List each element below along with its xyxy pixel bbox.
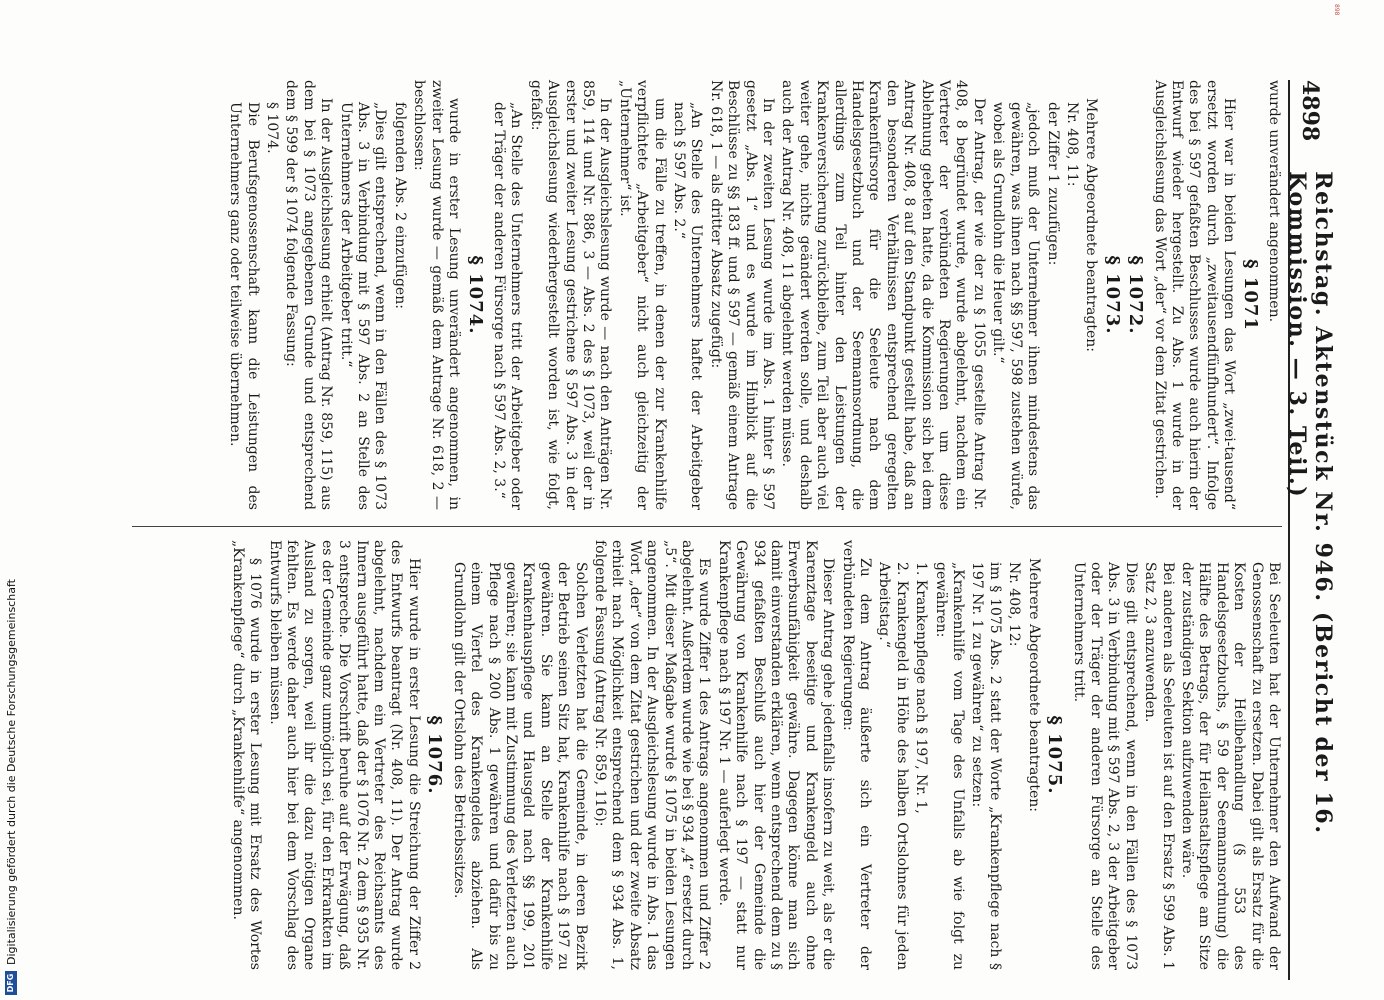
section-heading: § 1072. xyxy=(1125,255,1147,335)
rotated-page-content xyxy=(100,80,1336,980)
paragraph: 2. Krankengeld in Höhe des halben Ortslohnes für jeden Arbeitstag.“ xyxy=(876,562,910,970)
paragraph: Der Antrag, der wie der zu § 1055 gestellte Antrag Nr. 408, 8 begründet wurde, wurde abgelehnt, nachdem ein Vertreter der verbündeten Regierungen um diese Ablehnung gebeten hatte, da die Kommission sich bei dem Antrag Nr. 408, 8 auf den Standpunkt gestellt habe, daß an den besonderen Verhältnissen entsprechend geregelten Krankenfürsorge für die Seeleute nach dem Handelsgesetzbuch und der Seemannsordnung, die allerdings zum Teil hinter den Leistungen der Krankenversicherung zurückbleibe, zum Teil aber auch viel weiter gehe, nichts geändert werden solle, und deshalb auch der Antrag Nr. 408, 11 abgelehnt werden müsse. xyxy=(779,80,987,510)
paragraph: In der Ausgleichslesung erhielt (Antrag Nr. 859, 115) aus dem bei § 1073 angegebenen Grunde und entsprechend dem § 599 der § 1074 folgende Fassung: xyxy=(283,80,335,510)
paragraph: im § 1075 Abs. 2 statt der Worte „Krankenpflege nach § 197 Nr. 1 zu gewähren“ zu setzen: xyxy=(969,562,1003,970)
paragraph: wurde in erster Lesung unverändert angenommen, in zweiter Lesung wurde — gemäß dem Antrage Nr. 618, 2 — beschlossen: xyxy=(411,80,463,510)
section-heading: § 1075. xyxy=(1044,715,1066,795)
paragraph: Bei Seeleuten hat der Unternehmer den Aufwand der Genossenschaft zu ersetzen. Dabei gilt als Ersatz für die Kosten der Heilbehandlung (§ 553 des Handelsgesetzbuchs, § 59 der Seemannsordnung) die Hälfte des Betrags, der für Heilanstaltspflege am Sitze der zuständigen Sektion aufzuwenden wäre. xyxy=(1178,562,1282,970)
section-heading: § 1073. xyxy=(1101,255,1123,335)
paragraph: Bei anderen als Seeleuten ist auf den Ersatz § 599 Abs. 1 Satz 2, 3 anzuwenden. xyxy=(1142,562,1176,970)
paragraph: „An Stelle des Unternehmers tritt der Arbeitgeber oder der Träger der anderen Fürsorge nach § 597 Abs. 2, 3.“ xyxy=(490,102,525,510)
paragraph: 1. Krankenpflege nach § 197, Nr. 1, xyxy=(913,562,930,814)
section-heading: § 1071 xyxy=(1239,259,1261,331)
paragraph: „jedoch muß der Unternehmer ihnen mindestens das gewähren, was ihnen nach §§ 597, 598 zustehen würde, wobei als Grundlohn die Heuer gilt.“ xyxy=(990,102,1042,510)
paragraph: Mehrere Abgeordnete beantragten: xyxy=(1083,98,1100,352)
digitization-credit xyxy=(4,5,18,995)
paragraph: In der Ausgleichslesung wurde — nach den Anträgen Nr. 859, 114 und Nr. 886, 3 — Abs. 2 des § 1073, weil der in erster und zweiter Lesung gestrichene § 597 Abs. 3 in der Ausgleichslesung wiederhergestellt worden ist, wie folgt, gefaßt: xyxy=(527,80,614,510)
paragraph: „Dies gilt entsprechend, wenn in den Fällen des § 1073 Abs. 3 in Verbindung mit § 597 Abs. 2 an Stelle des Unternehmers der Arbeitgeber tritt.“ xyxy=(337,102,389,510)
paragraph: Nr. 408, 12: xyxy=(1006,562,1023,647)
paragraph: Es wurde Ziffer 1 des Antrags angenommen und Ziffer 2 abgelehnt. Außerdem wurde wie bei § 934 „4“ ersetzt durch „5“. Mit dieser Maßgabe wurde § 1075 in beiden Lesungen angenommen. In der Ausgleichslesung wurde in Abs. 1 das Wort „der“ von dem Zitat gestrichen und der zweite Absatz erhielt nach Möglichkeit entsprechend dem § 934 Abs. 1, folgende Fassung (Antrag Nr. 859, 116): xyxy=(591,540,713,970)
paragraph: Dieser Antrag gehe jedenfalls insofern zu weit, als er die Karenztage beseitige und Krankengeld auch ohne Erwerbsunfähigkeit gewähre. Dagegen könne man sich damit einverstanden erklären, wenn entsprechend dem zu § 934 gefaßten Beschluß auch hier der Gemeinde die Gewährung von Krankenhilfe nach § 197 — statt nur Krankenpflege nach § 197 Nr. 1 — auferlegt werde. xyxy=(715,540,837,970)
column-divider xyxy=(132,526,1282,527)
paragraph: § 1074. xyxy=(264,102,281,154)
paragraph: Nr. 408, 11: xyxy=(1063,102,1080,187)
page-number: 4898 xyxy=(1297,80,1323,142)
paragraph: folgenden Abs. 2 einzufügen: xyxy=(391,102,408,309)
paragraph: Die Berufsgenossenschaft kann die Leistungen des Unternehmers ganz oder teilweise übernehmen. xyxy=(227,102,261,510)
section-heading: § 1074. xyxy=(464,255,486,335)
paragraph: In der zweiten Lesung wurde im Abs. 1 hinter § 597 gesetzt „Abs. 1“ und es wurde im Hinblick auf die Beschlüsse zu §§ 183 ff. und § 597 — gemäß einem Antrage Nr. 618, 1 — als dritter Absatz zugefügt: xyxy=(707,80,777,510)
paragraph: Solchen Verletzten hat die Gemeinde, in deren Bezirk der Betrieb seinen Sitz hat, Krankenhilfe nach § 197 zu gewähren. Sie kann an Stelle der Krankenhilfe Krankenhauspflege und Hausgeld nach §§ 199, 201 gewähren; sie kann mit Zustimmung des Verletzten auch Pflege nach § 200 Abs. 1 gewähren und dafür bis zu einem Viertel des Krankengeldes abziehen. Als Grundlohn gilt der Ortslohn des Betriebssitzes. xyxy=(450,562,589,970)
paragraph: Zu dem Antrag äußerte sich ein Vertreter der verbündeten Regierungen: xyxy=(839,540,874,970)
paragraph: § 1076 wurde in erster Lesung mit Ersatz des Wortes „Krankenpflege“ durch „Krankenhilfe“ angenommen. xyxy=(229,540,264,970)
paragraph: wurde unverändert angenommen. xyxy=(1266,80,1282,323)
paragraph: der Ziffer 1 zuzufügen: xyxy=(1044,102,1061,266)
credit-text: Digitalisierung gefördert durch die Deutsche Forschungsgemeinschaft xyxy=(4,579,18,965)
corner-page-note: 898 xyxy=(1333,4,1340,16)
paragraph: Hier wurde in erster Lesung die Streichung der Ziffer 2 des Entwurfs beantragt (Nr. 408, 11). Der Antrag wurde abgelehnt, nachdem ein Vertreter des Reichsamts des Innern ausgeführt hatte, daß der § 1076 Nr. 2 dem § 935 Nr. 3 entspreche. Die Vorschrift beruhe auf der Erwägung, daß es der Gemeinde ganz unmöglich sei, für den Erkrankten im Ausland zu sorgen, weil ihr die dazu nötigen Organe fehlten. Es werde daher auch hier bei dem Vorschlag des Entwurfs bleiben müssen. xyxy=(266,540,422,970)
section-heading: § 1076. xyxy=(424,715,446,795)
text-column-left xyxy=(224,80,1282,510)
paragraph: Mehrere Abgeordnete beantragten: xyxy=(1025,558,1042,812)
paragraph: Dies gilt entsprechend, wenn in den Fällen des § 1073 Abs. 3 in Verbindung mit § 597 Abs. 2, 3 der Arbeitgeber oder der Träger der anderen Fürsorge an Stelle des Unternehmers tritt. xyxy=(1070,562,1139,970)
paragraph: Hier war in beiden Lesungen das Wort „zwei-tausend“ ersetzt worden durch „zweitausendfünfhundert“. Infolge des bei § 597 gefaßten Beschlusses wurde auch hierin der Entwurf wieder hergestellt. Zu Abs. 1 wurde in der Ausgleichslesung das Wort „der“ vor dem Zitat gestrichen. xyxy=(1151,80,1238,510)
paragraph: „An Stelle des Unternehmers haftet der Arbeitgeber nach § 597 Abs. 2.“ xyxy=(671,102,705,510)
paragraph: um die Fälle zu treffen, in denen der zur Krankenhilfe verpflichtete „Arbeitgeber“ nicht auch gleichzeitig der „Unternehmer“ ist. xyxy=(616,80,668,510)
dfg-logo: DFG xyxy=(5,971,17,995)
text-column-right xyxy=(226,540,1282,970)
paragraph: „Krankenhilfe vom Tage des Unfalls ab wie folgt zu gewähren: xyxy=(932,562,967,970)
page-header xyxy=(1284,80,1336,980)
running-head: Reichstag. Aktenstück Nr. 946. (Bericht der 16. Kommission. — 3. Teil.) xyxy=(1284,171,1336,835)
